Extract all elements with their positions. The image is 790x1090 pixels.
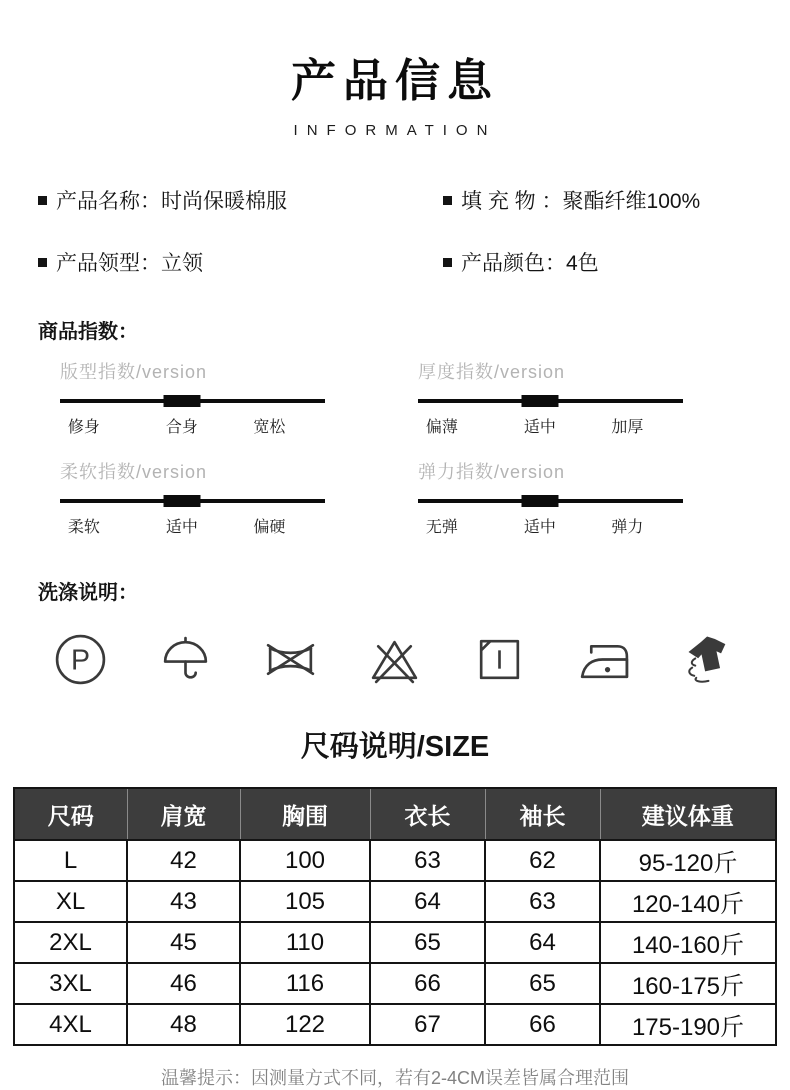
table-row	[14, 1004, 776, 1045]
bullet-square-icon	[38, 258, 47, 267]
slider-marker	[521, 495, 558, 507]
slider-marker	[163, 495, 200, 507]
svg-text:P: P	[70, 644, 91, 677]
cell: 122	[240, 1004, 370, 1045]
col-header-length: 衣长	[370, 788, 485, 840]
attr-product-name	[38, 185, 443, 215]
cell: 175-190斤	[600, 1004, 776, 1045]
slider-marker	[521, 395, 558, 407]
cell: 48	[127, 1004, 240, 1045]
cell: 67	[370, 1004, 485, 1045]
slider-elasticity-index	[418, 458, 683, 538]
index-section-heading: 商品指数：	[38, 321, 138, 343]
bullet-square-icon	[38, 196, 47, 205]
cell: 43	[127, 881, 240, 922]
slider-option: 偏薄	[425, 419, 458, 436]
col-header-size: 尺码	[14, 788, 127, 840]
slider-track	[60, 499, 325, 503]
slider-option: 偏硬	[253, 519, 286, 536]
dry-clean-p-icon	[52, 631, 109, 688]
col-header-bust: 胸围	[240, 788, 370, 840]
cell: 3XL	[14, 963, 127, 1004]
slider-softness-index	[60, 458, 325, 538]
slider-label: 柔软指数/version	[60, 462, 208, 482]
slider-option: 宽松	[253, 419, 286, 436]
no-bleach-icon	[366, 631, 423, 688]
cell: 63	[370, 840, 485, 881]
cell: 140-160斤	[600, 922, 776, 963]
slider-option: 合身	[165, 419, 198, 436]
slider-option: 适中	[523, 419, 556, 436]
attr-label: 产品名称：	[56, 190, 161, 213]
table-row	[14, 963, 776, 1004]
col-header-shoulder: 肩宽	[127, 788, 240, 840]
cell: 65	[485, 963, 600, 1004]
cell: 2XL	[14, 922, 127, 963]
attr-value: 聚酯纤维100%	[562, 190, 701, 213]
cell: 95-120斤	[600, 840, 776, 881]
cell: 64	[370, 881, 485, 922]
cell: XL	[14, 881, 127, 922]
cell: 66	[370, 963, 485, 1004]
attr-label: 产品领型：	[56, 252, 161, 275]
size-table-header-row	[14, 788, 776, 840]
slider-options	[60, 414, 325, 438]
attr-value: 立领	[161, 252, 203, 275]
bullet-square-icon	[443, 258, 452, 267]
cell: 116	[240, 963, 370, 1004]
col-header-sleeve: 袖长	[485, 788, 600, 840]
slider-options	[60, 514, 325, 538]
slider-fit-index	[60, 358, 325, 438]
attr-filling	[443, 185, 790, 215]
table-row	[14, 922, 776, 963]
cell: L	[14, 840, 127, 881]
cell: 160-175斤	[600, 963, 776, 1004]
size-section-heading: 尺码说明/SIZE	[300, 731, 490, 763]
umbrella-icon	[157, 631, 214, 688]
page-title: 产品信息	[290, 55, 499, 106]
cell: 66	[485, 1004, 600, 1045]
washing-icons-row	[52, 631, 738, 688]
slider-option: 无弹	[425, 519, 458, 536]
slider-option: 柔软	[67, 519, 100, 536]
attr-colors	[443, 247, 790, 277]
size-table	[13, 787, 777, 1046]
attr-value: 4色	[566, 252, 599, 275]
cell: 120-140斤	[600, 881, 776, 922]
cell: 63	[485, 881, 600, 922]
bullet-square-icon	[443, 196, 452, 205]
slider-track	[418, 399, 683, 403]
cell: 105	[240, 881, 370, 922]
cell: 100	[240, 840, 370, 881]
cell: 42	[127, 840, 240, 881]
slider-option: 弹力	[611, 519, 644, 536]
slider-option: 修身	[67, 419, 100, 436]
drip-dry-icon	[471, 631, 528, 688]
slider-option: 适中	[165, 519, 198, 536]
cell: 46	[127, 963, 240, 1004]
table-row	[14, 881, 776, 922]
slider-track	[418, 499, 683, 503]
hand-wash-shirt-icon	[681, 631, 738, 688]
cell: 64	[485, 922, 600, 963]
slider-label: 弹力指数/version	[418, 462, 566, 482]
slider-track	[60, 399, 325, 403]
cell: 110	[240, 922, 370, 963]
col-header-weight: 建议体重	[600, 788, 776, 840]
page-subtitle: INFORMATION	[293, 122, 497, 139]
slider-label: 厚度指数/version	[418, 362, 566, 382]
page-header	[0, 0, 790, 139]
table-row	[14, 840, 776, 881]
attr-collar-type	[38, 247, 443, 277]
attr-value: 时尚保暖棉服	[161, 190, 287, 213]
slider-option: 适中	[523, 519, 556, 536]
cell: 62	[485, 840, 600, 881]
slider-marker	[163, 395, 200, 407]
product-attributes	[38, 185, 790, 277]
attr-label: 填 充 物 ：	[461, 190, 563, 213]
cell: 4XL	[14, 1004, 127, 1045]
slider-option: 加厚	[611, 419, 644, 436]
slider-thickness-index	[418, 358, 683, 438]
cell: 45	[127, 922, 240, 963]
no-wring-icon	[262, 631, 319, 688]
washing-section-heading: 洗涤说明：	[38, 582, 138, 604]
index-sliders	[60, 358, 790, 538]
slider-options	[418, 514, 683, 538]
cell: 65	[370, 922, 485, 963]
iron-low-icon	[576, 631, 633, 688]
slider-options	[418, 414, 683, 438]
attr-label: 产品颜色：	[461, 252, 566, 275]
slider-label: 版型指数/version	[60, 362, 208, 382]
measurement-note: 温馨提示：因测量方式不同，若有2-4CM误差皆属合理范围	[160, 1068, 629, 1088]
